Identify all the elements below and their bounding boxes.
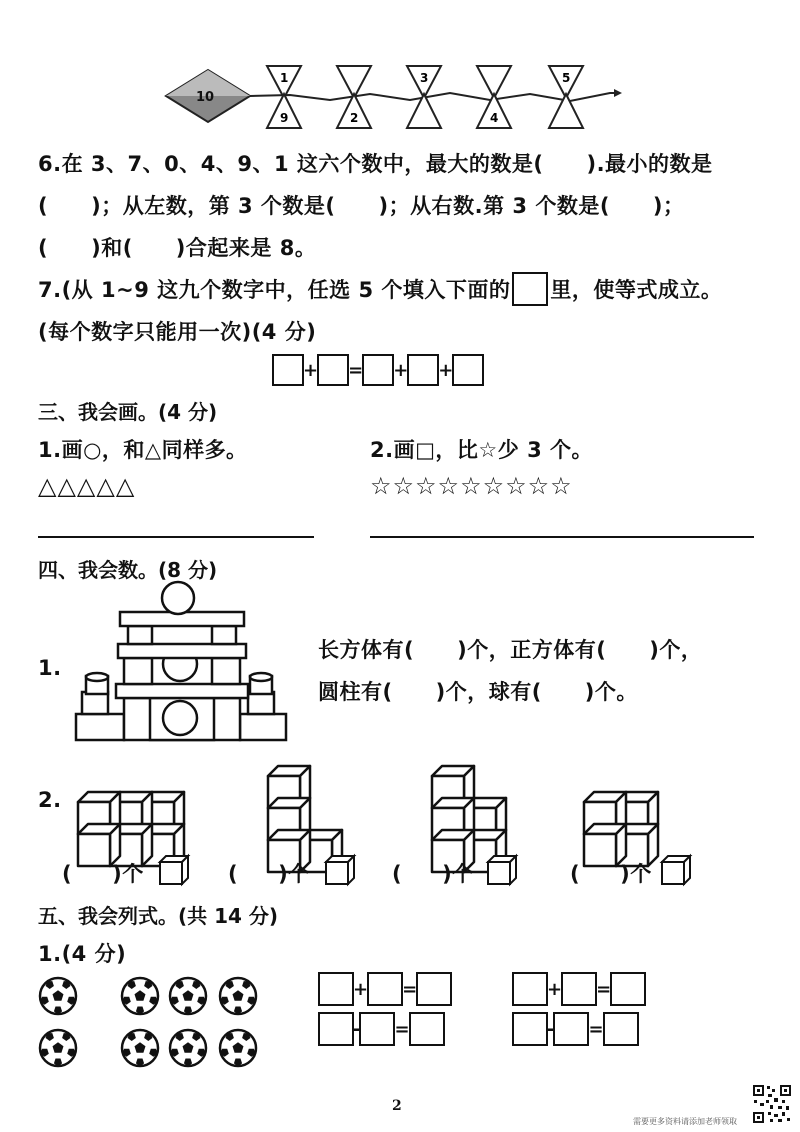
q7-line1a: 7.(从 1~9 这九个数字中，任选 5 个填入下面的 (38, 278, 511, 302)
answer-box[interactable] (318, 972, 354, 1006)
equals-sign: = (588, 1018, 604, 1040)
answer-box[interactable] (512, 972, 548, 1006)
minus-sign: - (547, 1018, 555, 1040)
sec4-q1-num: 1. (38, 656, 62, 680)
equals-sign: = (402, 978, 418, 1000)
small-cube-icon (662, 856, 690, 884)
soccer-ball-icon (170, 1030, 206, 1066)
answer-box[interactable] (409, 1012, 445, 1046)
sec3-q2: 2.画□，比☆少 3 个。 (370, 438, 593, 462)
kite-bow-label: 3 (420, 71, 429, 85)
sec4-q2-num: 2. (38, 788, 62, 812)
equals-sign: = (394, 1018, 410, 1040)
cube-answer-4: ( )个 (570, 862, 652, 886)
q7-op: + (438, 359, 454, 381)
answer-box[interactable] (452, 354, 484, 386)
answer-box[interactable] (318, 1012, 354, 1046)
star-row: ☆☆☆☆☆☆☆☆☆ (370, 472, 573, 500)
sec4-q1-line2: 圆柱有( )个，球有( )个。 (318, 680, 638, 704)
kite-bow-label: 4 (490, 111, 499, 125)
kite-bow-label: 9 (280, 111, 289, 125)
plus-sign: + (353, 978, 369, 1000)
q7-op: + (303, 359, 319, 381)
page-number: 2 (392, 1098, 402, 1114)
sec4-title: 四、我会数。(8 分) (38, 558, 218, 582)
answer-box[interactable] (272, 354, 304, 386)
q6-line3: ( )和( )合起来是 8。 (38, 236, 317, 260)
cube-answer-2: ( )个 (228, 862, 310, 886)
kite-bow (267, 66, 301, 128)
answer-box[interactable] (362, 354, 394, 386)
kite-bow (549, 66, 583, 128)
answer-line[interactable] (38, 536, 314, 538)
answer-box[interactable] (407, 354, 439, 386)
cube-group (584, 792, 658, 866)
q7-op: = (348, 359, 364, 381)
soccer-ball-icon (40, 1030, 76, 1066)
q6-line1: 6.在 3、7、0、4、9、1 这六个数中，最大的数是( ).最小的数是 (38, 152, 713, 176)
kite-bow (407, 66, 441, 128)
answer-box[interactable] (603, 1012, 639, 1046)
answer-box[interactable] (553, 1012, 589, 1046)
equation-group-1 (318, 972, 452, 1046)
answer-line[interactable] (370, 536, 754, 538)
soccer-ball-icon (220, 1030, 256, 1066)
equation-group-2 (512, 972, 646, 1046)
answer-box[interactable] (317, 354, 349, 386)
sec5-title: 五、我会列式。(共 14 分) (38, 904, 279, 928)
kite-illustration (0, 0, 800, 140)
qr-code-icon (752, 1084, 792, 1124)
footer-text: 需要更多资料请添加老师领取 (633, 1117, 737, 1126)
sec3-q1: 1.画○，和△同样多。 (38, 438, 248, 462)
q7-sample-box (512, 272, 548, 306)
answer-box[interactable] (610, 972, 646, 1006)
equals-sign: = (596, 978, 612, 1000)
q7-equation (272, 354, 484, 386)
cube-answer-3: ( )个 (392, 862, 474, 886)
soccer-ball-icon (122, 978, 158, 1014)
cube-answer-1: ( )个 (62, 862, 144, 886)
answer-box[interactable] (561, 972, 597, 1006)
soccer-ball-icon (122, 1030, 158, 1066)
soccer-ball-icon (220, 978, 256, 1014)
q7-op: + (393, 359, 409, 381)
kite-bow-label: 1 (280, 71, 289, 85)
minus-sign: - (353, 1018, 361, 1040)
answer-box[interactable] (359, 1012, 395, 1046)
cube-group (78, 792, 184, 866)
answer-box[interactable] (416, 972, 452, 1006)
q7-line1 (38, 272, 722, 306)
block-building-illustration (72, 586, 292, 746)
kite-bow-label: 5 (562, 71, 571, 85)
kite-bow-label: 2 (350, 111, 359, 125)
soccer-ball-icon (170, 978, 206, 1014)
answer-box[interactable] (512, 1012, 548, 1046)
kite-bow (337, 66, 371, 128)
q7-line1b: 里，使等式成立。 (550, 278, 723, 302)
small-cube-icon (488, 856, 516, 884)
sec5-q1: 1.(4 分) (38, 942, 127, 966)
small-cube-icon (160, 856, 188, 884)
plus-sign: + (547, 978, 563, 1000)
q6-line2: ( )；从左数，第 3 个数是( )；从右数.第 3 个数是( )； (38, 194, 685, 218)
answer-box[interactable] (367, 972, 403, 1006)
triangle-row: △△△△△ (38, 472, 136, 500)
sec3-title: 三、我会画。(4 分) (38, 400, 218, 424)
small-cube-icon (326, 856, 354, 884)
sec4-q1-line1: 长方体有( )个，正方体有( )个， (318, 638, 703, 662)
soccer-balls (30, 970, 330, 1080)
q7-line2: (每个数字只能用一次)(4 分) (38, 320, 317, 344)
soccer-ball-icon (40, 978, 76, 1014)
kite-head-label: 10 (196, 90, 215, 105)
